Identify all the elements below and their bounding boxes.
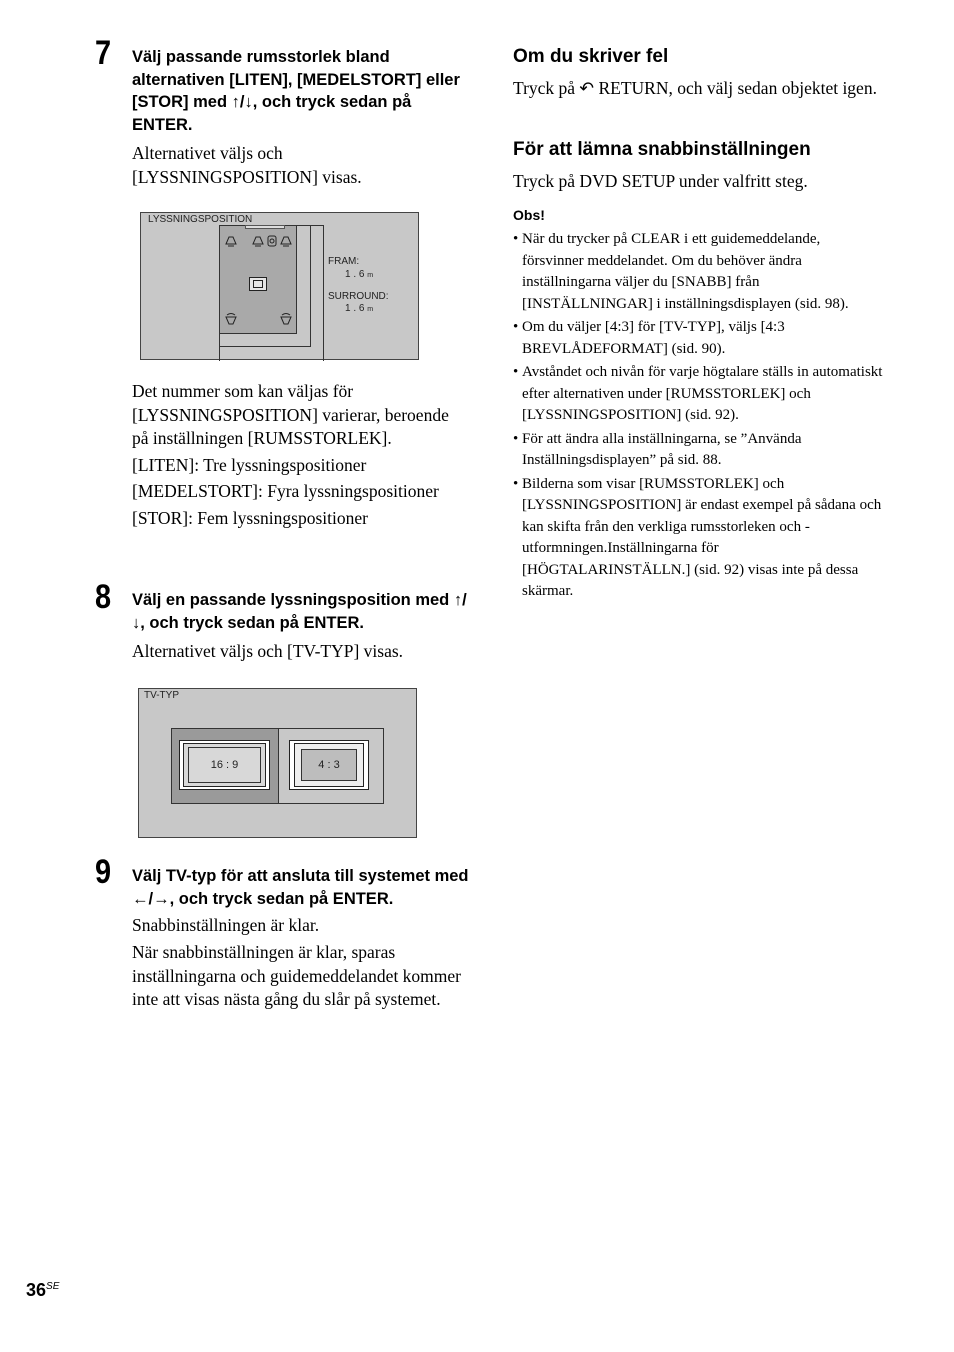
notes-list	[513, 229, 883, 605]
obs-label: Obs!	[513, 207, 545, 223]
step-9-result: Snabbinställningen är klar.	[132, 915, 320, 935]
step-7-paragraph: [LITEN]: Tre lyssningspositioner	[132, 454, 367, 475]
option-4-3-label: 4 : 3	[318, 759, 340, 771]
note-item: • När du trycker på CLEAR i ett guidemeddelande, försvinner meddelandet. Om du behöver ändra inställningarna väljer du [SNABB] från [INSTÄLLNINGAR] i inställningsdisplayen (sid. 98).	[513, 229, 883, 315]
surround-distance: 1 . 6 m	[345, 303, 374, 314]
step-7-paragraph: [MEDELSTORT]: Fyra lyssningspositioner	[132, 481, 439, 501]
step-7-number: 7	[95, 34, 112, 72]
note-item: • Avståndet och nivån för varje högtalare ställs in automatiskt efter alternativen under [RUMSSTORLEK] och [LYSSNINGSPOSITION] (sid. 92).	[513, 362, 883, 427]
note-item: • För att ändra alla inställningarna, se ”Använda Inställningsdisplayen” på sid. 88.	[513, 429, 883, 472]
heading-lamna-snabbinstallning: För att lämna snabbinställningen	[513, 139, 811, 160]
step-8-heading: Välj en passande lyssningsposition med ↑/↓, och tryck sedan på ENTER.	[132, 591, 467, 632]
text-om-du-skriver-fel: Tryck på ↶ RETURN, och välj sedan objektet igen.	[513, 78, 877, 98]
front-distance: 1 . 6 m	[345, 269, 374, 280]
surround-label: SURROUND:	[328, 291, 389, 302]
screen-title: TV-TYP	[144, 690, 180, 701]
heading-om-du-skriver-fel: Om du skriver fel	[513, 46, 669, 67]
listener-position-icon	[249, 277, 267, 291]
step-7-result: Alternativet väljs och [LYSSNINGSPOSITION] visas.	[132, 143, 362, 187]
option-4-3[interactable]	[289, 740, 369, 790]
step-9-number: 9	[95, 853, 112, 891]
step-8-number: 8	[95, 578, 112, 616]
front-speaker-icons	[223, 233, 295, 249]
step-7-paragraph: [STOR]: Fem lyssningspositioner	[132, 507, 368, 528]
option-16-9-selected[interactable]	[172, 729, 279, 803]
step-8-result: Alternativet väljs och [TV-TYP] visas.	[132, 641, 404, 661]
step-7-heading: Välj passande rumsstorlek bland alternativen [LITEN], [MEDELSTORT] eller [STOR] med ↑/↓, och tryck sedan på ENTER.	[132, 48, 460, 134]
step-7-paragraph: Det nummer som kan väljas för [LYSSNINGSPOSITION] varierar, beroende på inställningen [RUMSSTORLEK].	[132, 381, 449, 448]
option-16-9-label: 16 : 9	[210, 759, 239, 771]
text-lamna-snabbinstallning: Tryck på DVD SETUP under valfritt steg.	[513, 171, 808, 191]
tv-type-screen	[138, 688, 417, 838]
page-number: $36^{SE}$	[26, 1280, 60, 1300]
step-9-heading: Välj TV-typ för att ansluta till systemet med ←/→, och tryck sedan på ENTER.	[132, 867, 469, 908]
surround-speaker-icons	[223, 311, 295, 329]
note-item: • Om du väljer [4:3] för [TV-TYP], väljs [4:3 BREVLÅDEFORMAT] (sid. 90).	[513, 317, 883, 360]
tv-bar	[245, 225, 285, 229]
step-9-paragraph: När snabbinställningen är klar, sparas inställningarna och guidemeddelandet kommer inte att visas nästa gång du slår på systemet.	[132, 942, 461, 1009]
front-label: FRAM:	[328, 256, 360, 267]
note-item: • Bilderna som visar [RUMSSTORLEK] och [LYSSNINGSPOSITION] är endast exempel på sådana och kan skifta från den verkliga rumsstorleken och -utformningen.Inställningarna för [HÖGTALARINSTÄLLN.] (sid. 92) visas inte på dessa skärmar.	[513, 474, 883, 603]
listening-position-screen	[140, 212, 419, 360]
screen-title: LYSSNINGSPOSITION	[148, 214, 253, 225]
tv-type-options-box	[171, 728, 384, 804]
step-7-paragraphs	[132, 380, 467, 533]
